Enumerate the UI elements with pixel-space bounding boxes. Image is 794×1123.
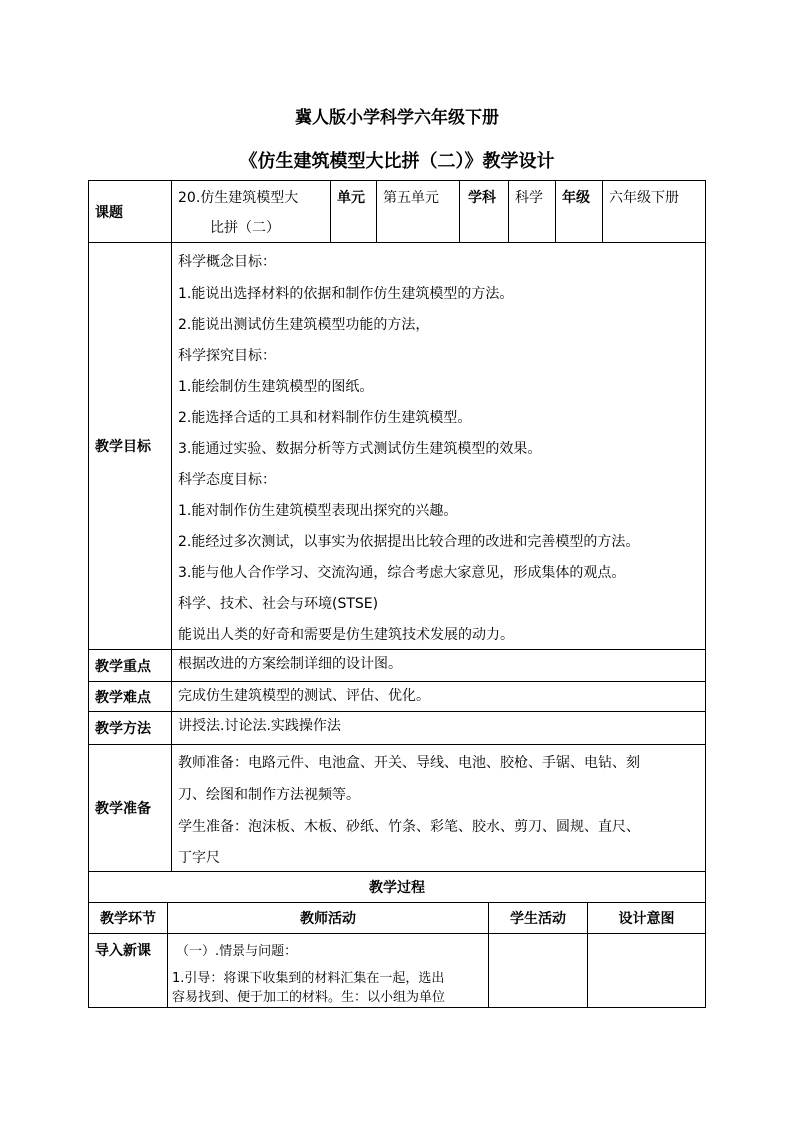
difficulty-label: [88, 681, 172, 712]
topic-label-text: 课题: [95, 204, 123, 221]
process-stage-text: 导入新课: [95, 943, 151, 959]
objective-line: 2.能选择合适的工具和材料制作仿生建筑模型。: [178, 410, 472, 426]
preparation-content: [171, 744, 706, 872]
subject-value: [508, 180, 556, 243]
preparation-line: 教师准备：电路元件、电池盒、开关、导线、电池、胶枪、手锯、电钻、刻: [178, 755, 640, 771]
objectives-label-text: 教学目标: [95, 439, 151, 455]
process-header-stage-text: 教学环节: [100, 911, 156, 927]
lesson-title: 《仿生建筑模型大比拼（二）》教学设计: [239, 151, 555, 172]
unit-label-text: 单元: [337, 190, 365, 206]
teacher-activity-line: （一）.情景与问题：: [176, 944, 298, 959]
subject-label-text: 学科: [468, 190, 496, 206]
unit-value: [376, 180, 460, 243]
objective-line: 2.能经过多次测试，以事实为依据提出比较合理的改进和完善模型的方法。: [178, 534, 640, 550]
process-stage-cell: [88, 933, 168, 1008]
subject-value-text: 科学: [515, 190, 543, 206]
unit-value-text: 第五单元: [383, 190, 439, 206]
process-student-cell: [488, 933, 588, 1008]
grade-label-text: 年级: [562, 190, 590, 206]
teacher-activity-line: 1.引导：将课下收集到的材料汇集在一起，选出: [172, 971, 445, 986]
difficulty-value: [171, 681, 706, 712]
teacher-activity-line: 容易找到、便于加工的材料。生：以小组为单位: [172, 990, 446, 1005]
method-label: [88, 711, 172, 745]
process-header-teacher-text: 教师活动: [300, 911, 356, 927]
objective-line: 3.能通过实验、数据分析等方式测试仿生建筑模型的效果。: [178, 441, 542, 457]
method-label-text: 教学方法: [95, 721, 151, 737]
grade-value-text: 六年级下册: [609, 190, 679, 206]
difficulty-label-text: 教学难点: [95, 689, 151, 706]
method-value: [171, 711, 706, 745]
objective-line: 2.能说出测试仿生建筑模型功能的方法，: [178, 317, 430, 333]
process-header-student-text: 学生活动: [510, 911, 566, 927]
process-header-intent-text: 设计意图: [618, 911, 675, 927]
objective-line: 科学概念目标：: [178, 254, 276, 270]
process-intent-cell: [587, 933, 706, 1008]
objective-line: 能说出人类的好奇和需要是仿生建筑技术发展的动力。: [178, 627, 514, 643]
key-point-label: [88, 649, 172, 682]
objectives-content: [171, 242, 706, 650]
process-header-student: [488, 902, 588, 934]
preparation-line: 丁字尺: [178, 850, 220, 866]
objective-line: 科学、技术、社会与环境(STSE): [178, 596, 379, 612]
objective-line: 1.能绘制仿生建筑模型的图纸。: [178, 379, 374, 395]
preparation-line: 学生准备：泡沫板、木板、砂纸、竹条、彩笔、胶水、剪刀、圆规、直尺、: [178, 819, 640, 835]
topic-value: [171, 180, 331, 243]
objectives-label: [88, 242, 172, 650]
objective-line: 科学态度目标：: [178, 472, 276, 488]
process-header-intent: [587, 902, 706, 934]
method-text: 讲授法.讨论法.实践操作法: [178, 718, 341, 734]
grade-label: [555, 180, 603, 243]
objective-line: 3.能与他人合作学习、交流沟通，综合考虑大家意见，形成集体的观点。: [178, 565, 626, 581]
unit-label: [330, 180, 377, 243]
difficulty-text: 完成仿生建筑模型的测试、评估、优化。: [178, 688, 430, 704]
key-point-label-text: 教学重点: [95, 658, 151, 675]
key-point-value: [171, 649, 706, 682]
process-title-text: 教学过程: [369, 880, 425, 896]
process-title: [88, 871, 706, 903]
grade-value: [602, 180, 706, 243]
document-title: 冀人版小学科学六年级下册: [295, 108, 499, 128]
preparation-label: [88, 744, 172, 872]
process-header-stage: [88, 902, 168, 934]
key-point-text: 根据改进的方案绘制详细的设计图。: [178, 656, 402, 672]
topic-value-line1: 20.仿生建筑模型大: [178, 190, 299, 206]
process-teacher-cell: [167, 933, 489, 1008]
objective-line: 科学探究目标：: [178, 348, 276, 364]
topic-value-line2: 比拼（二）: [210, 220, 280, 236]
objective-line: 1.能对制作仿生建筑模型表现出探究的兴趣。: [178, 503, 458, 519]
topic-label: [88, 180, 172, 243]
preparation-line: 刀、绘图和制作方法视频等。: [178, 787, 360, 803]
subject-label: [459, 180, 509, 243]
objective-line: 1.能说出选择材料的依据和制作仿生建筑模型的方法。: [178, 286, 514, 302]
process-header-teacher: [167, 902, 489, 934]
preparation-label-text: 教学准备: [95, 801, 151, 817]
